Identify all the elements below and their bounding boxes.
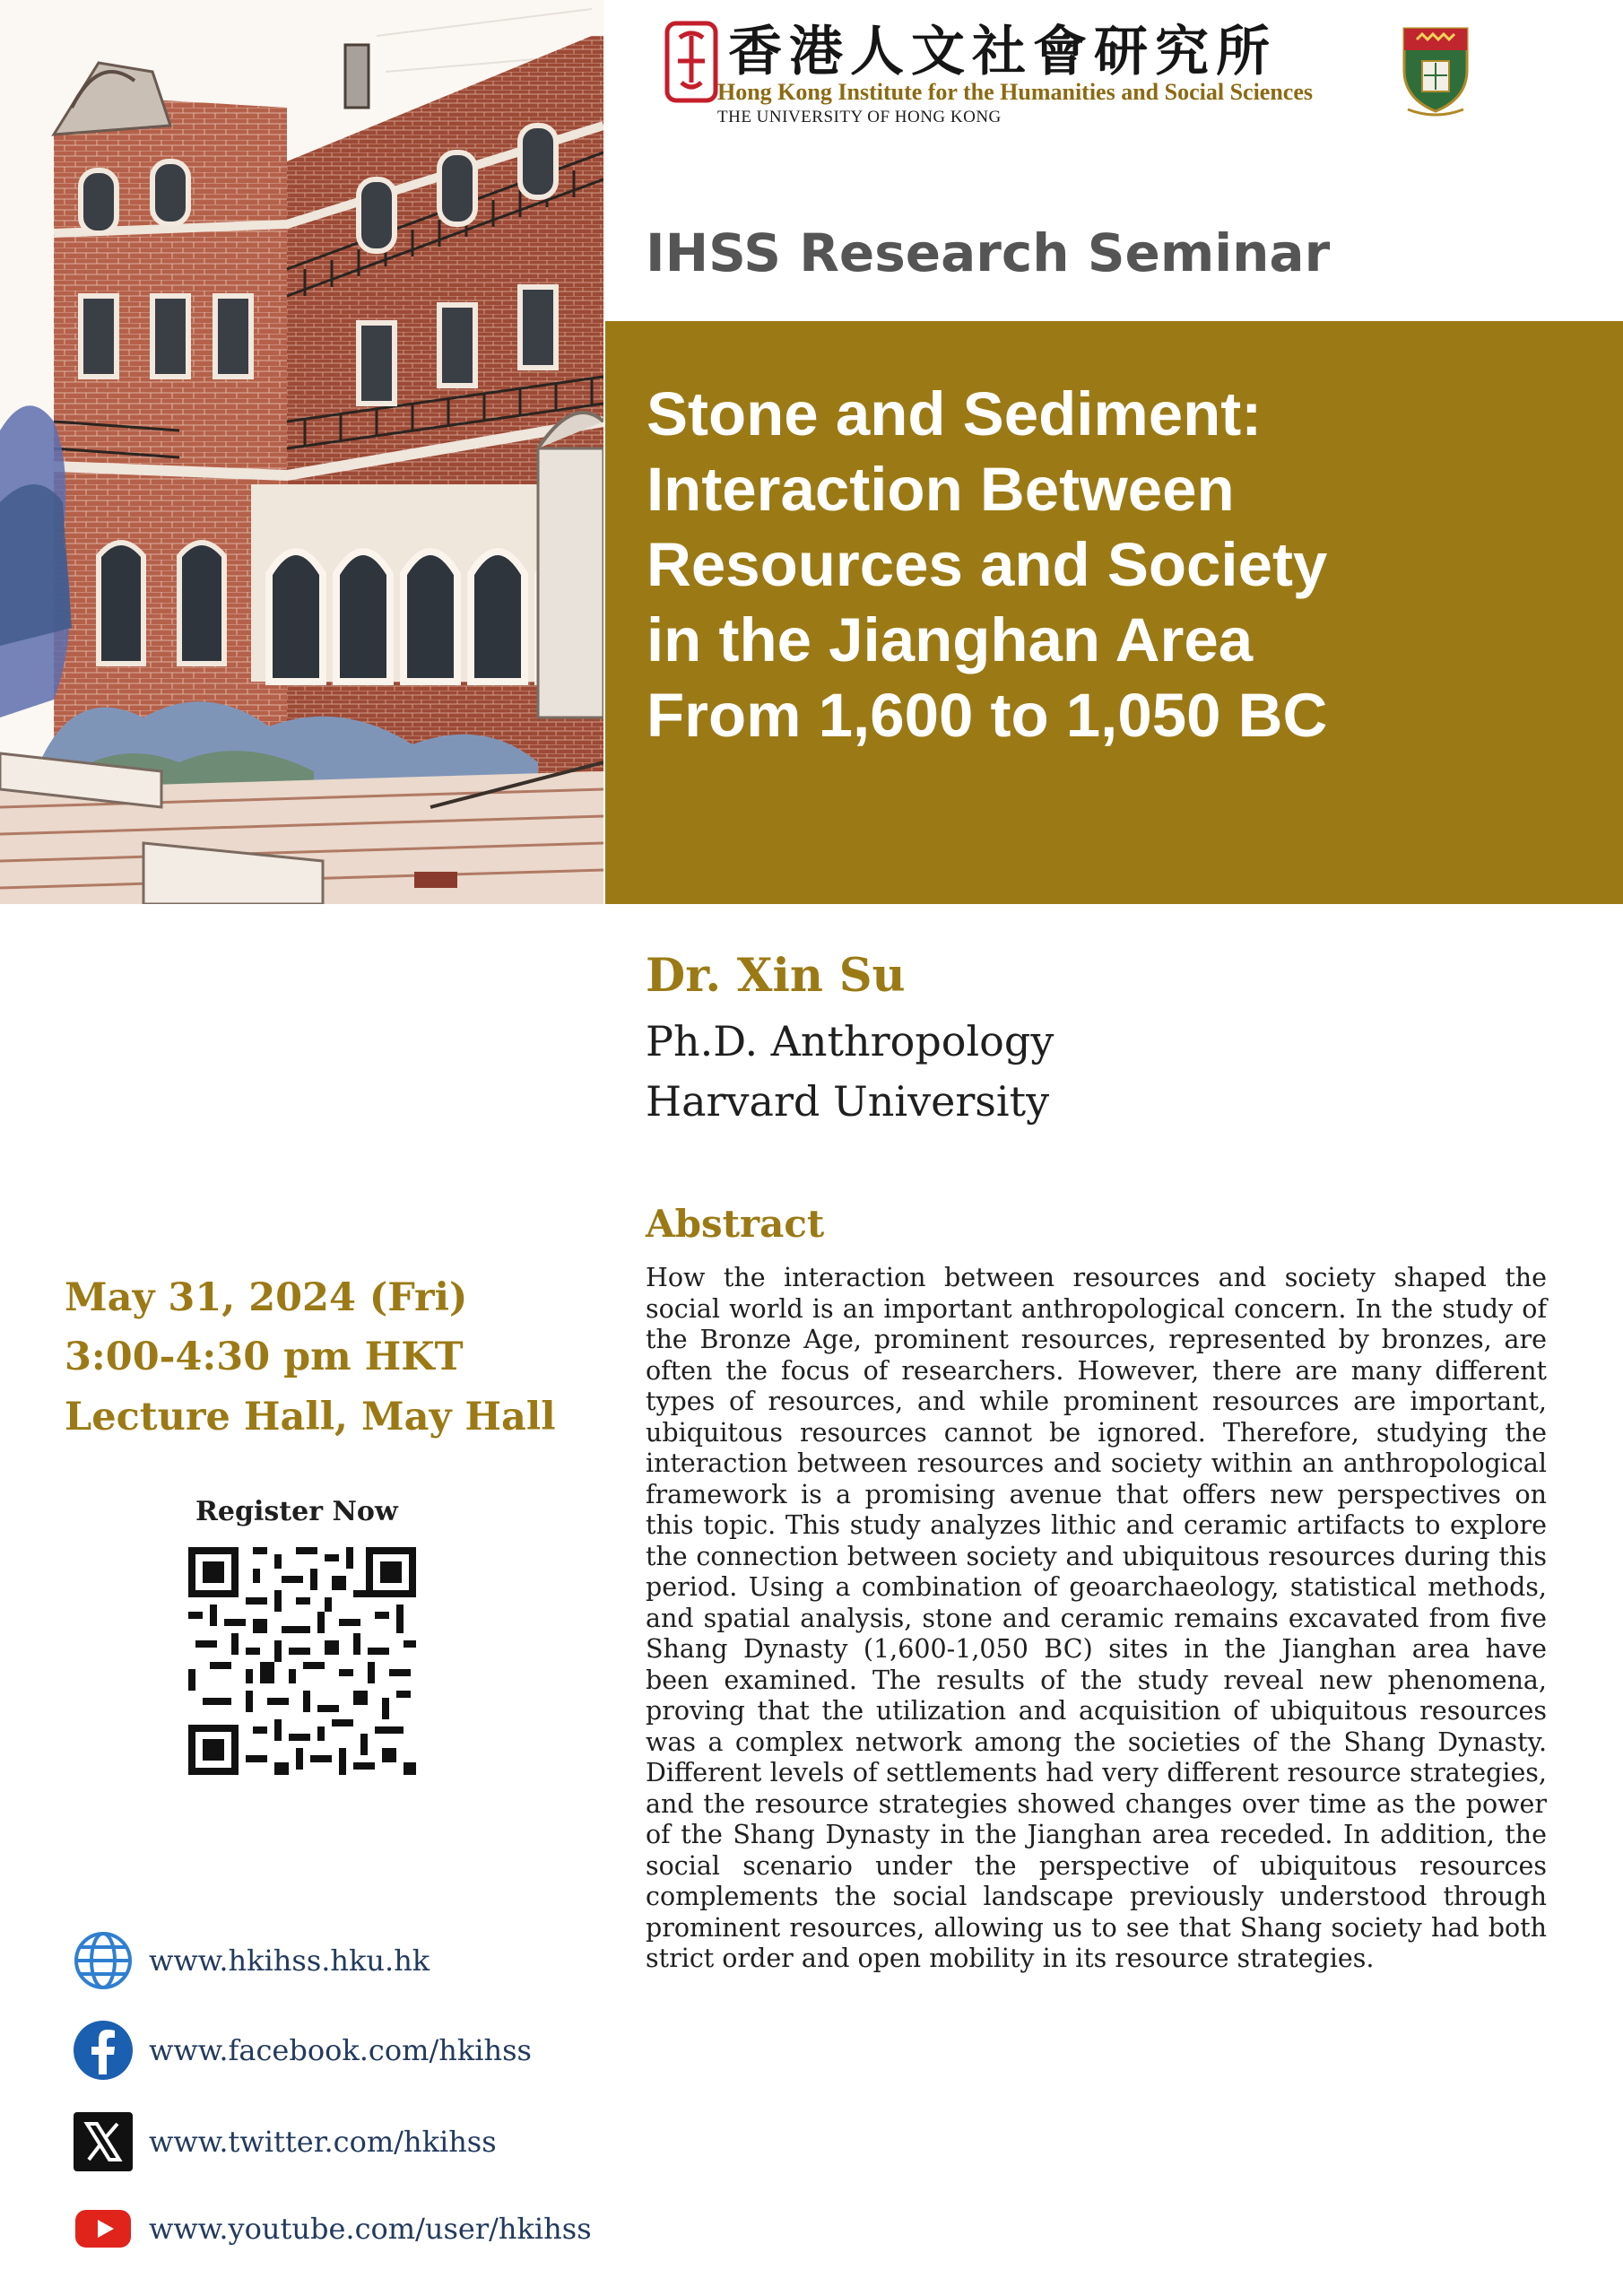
institute-english-name: Hong Kong Institute for the Humanities and Social Sciences bbox=[717, 79, 1314, 105]
title-line: in the Jianghan Area bbox=[647, 605, 1254, 674]
register-label: Register Now bbox=[195, 1496, 398, 1527]
series-title: IHSS Research Seminar bbox=[646, 222, 1331, 283]
youtube-url: www.youtube.com/user/hkihss bbox=[149, 2212, 592, 2246]
abstract-heading: Abstract bbox=[646, 1202, 825, 1246]
seminar-title bbox=[647, 377, 1597, 753]
hku-crest-icon bbox=[1399, 23, 1472, 117]
event-date: May 31, 2024 (Fri) bbox=[65, 1275, 468, 1320]
title-line: Stone and Sediment: bbox=[647, 379, 1263, 448]
youtube-icon bbox=[72, 2197, 135, 2260]
youtube-link[interactable] bbox=[72, 2197, 610, 2266]
twitter-link[interactable] bbox=[72, 2110, 610, 2179]
abstract-body: How the interaction between resources and society shaped the social world is an important anthropological concern. In the study of the Bronze Age, prominent resources, represented by bronzes, are often the focus of researchers. However, there are many different types of resources, and while prominent resources are important, ubiquitous resources cannot be ignored. Therefore, studying the interaction between resources and society within an anthropological framework is a promising avenue that offers new perspectives on this topic. This study analyzes lithic and ceramic artifacts to explore the connection between society and ubiquitous resources during this period. Using a combination of geoarchaeology, statistical methods, and spatial analysis, stone and ceramic remains excavated from five Shang Dynasty (1,600-1,050 BC) sites in the Jianghan area have been examined. The results of the study reveal new phenomena, proving that the utilization and acquisition of ubiquitous resources was a complex network among the societies of the Shang Dynasty. Different levels of settlements had very different resource strategies, and the resource strategies showed changes over time as the power of the Shang Dynasty in the Jianghan area receded. In addition, the social scenario under the perspective of ubiquitous resources complements the social landscape previously understood through prominent resources, allowing us to see that Shang society had both strict order and open mobility in its resource strategies. bbox=[646, 1263, 1547, 1973]
institute-seal-icon bbox=[664, 20, 719, 105]
institute-chinese-name: 香港人文社會研究所 bbox=[728, 21, 1277, 83]
register-qr-code[interactable] bbox=[188, 1547, 416, 1775]
facebook-icon bbox=[72, 2019, 135, 2082]
building-illustration bbox=[0, 0, 603, 904]
globe-icon bbox=[72, 1929, 135, 1992]
title-line: From 1,600 to 1,050 BC bbox=[647, 681, 1328, 750]
facebook-url: www.facebook.com/hkihss bbox=[149, 2033, 532, 2067]
speaker-degree: Ph.D. Anthropology bbox=[646, 1017, 1055, 1065]
speaker-name: Dr. Xin Su bbox=[646, 949, 906, 1003]
twitter-url: www.twitter.com/hkihss bbox=[149, 2125, 497, 2159]
event-venue: Lecture Hall, May Hall bbox=[65, 1395, 556, 1439]
title-line: Interaction Between bbox=[647, 455, 1235, 524]
institute-logo bbox=[664, 20, 1435, 136]
university-name: THE UNIVERSITY OF HONG KONG bbox=[717, 108, 1002, 126]
website-link[interactable] bbox=[72, 1929, 610, 1997]
event-time: 3:00-4:30 pm HKT bbox=[65, 1335, 464, 1379]
title-banner bbox=[605, 321, 1623, 904]
facebook-link[interactable] bbox=[72, 2019, 610, 2087]
website-url: www.hkihss.hku.hk bbox=[149, 1944, 430, 1978]
title-line: Resources and Society bbox=[647, 530, 1328, 599]
speaker-affiliation: Harvard University bbox=[646, 1077, 1050, 1126]
x-twitter-icon bbox=[72, 2110, 135, 2173]
